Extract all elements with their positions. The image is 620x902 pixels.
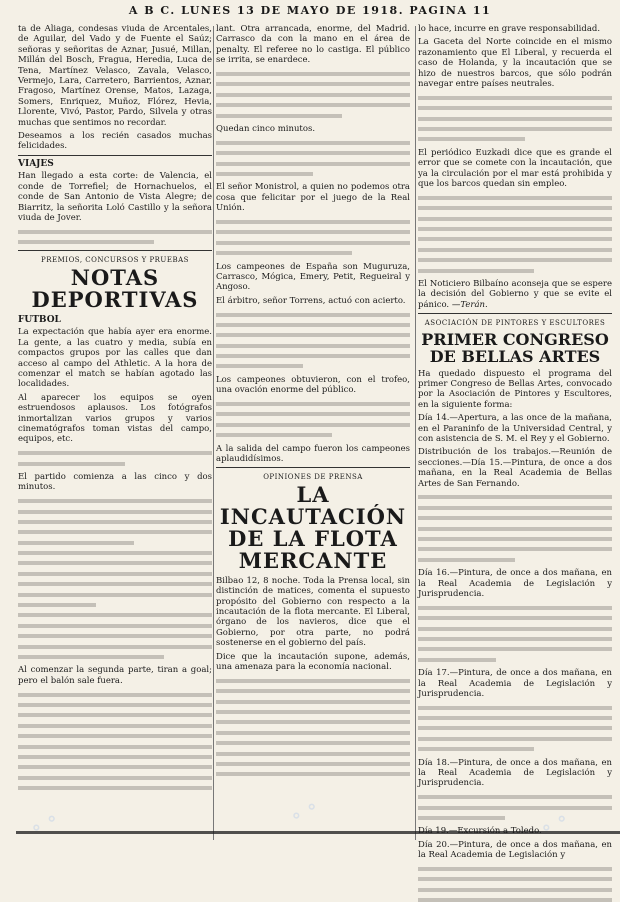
section-kicker: ASOCIACIÓN DE PINTORES Y ESCULTORES <box>424 319 606 328</box>
illegible-text <box>418 706 612 752</box>
article-paragraph: Día 14.—Apertura, a las once de la mañana, en el Paraninfo de la Universidad Central, y con asistencia de S. M. el Rey y el Gobierno. <box>418 413 612 444</box>
article-paragraph: La Gaceta del Norte coincide en el mismo razonamiento que El Liberal, y recuerda el caso de Holanda, y la incautación que se hizo de nuestros barcos, que sólo podrán navegar entre países neutrales. <box>418 37 612 90</box>
section-heading: VIAJES <box>18 158 54 169</box>
article-paragraph: Los campeones de España son Muguruza, Carrasco, Mógica, Emery, Petit, Regueiral y Angoso. <box>216 261 410 293</box>
article-paragraph: El periódico Euzkadi dice que es grande el error que se comete con la incautación, que ya la circulación por el mar está prohibida y que los barcos quedan sin empleo. <box>418 147 612 189</box>
illegible-text <box>216 402 410 437</box>
divider <box>418 313 612 314</box>
article-paragraph: Al aparecer los equipos se oyen estruendosos aplausos. Los fotógrafos inmortalizan varios grupos y varios cinematógrafos toman vistas del campo, equipos, etc. <box>18 392 212 445</box>
article-paragraph: Quedan cinco minutos. <box>216 123 316 134</box>
article-paragraph: El señor Monistrol, a quien no podemos otra cosa que felicitar por el juego de la Real Unión. <box>216 182 410 214</box>
article-paragraph <box>418 279 612 310</box>
illegible-text <box>18 499 212 545</box>
headline: LA INCAUTACIÓN DE LA FLOTA MERCANTE <box>219 481 407 573</box>
article-paragraph: Han llegado a esta corte: de Valencia, el conde de Torrefiel; de Hornachuelos, el conde de San Antonio de Vista Alegre; de Biarritz, la señorita Loló Castillo y la señora viuda de Jover. <box>18 171 212 223</box>
illegible-text <box>216 141 410 176</box>
article-paragraph: Día 17.—Pintura, de once a dos mañana, en la Real Academia de Legislación y Jurisprudencia. <box>418 668 612 699</box>
illegible-text <box>18 230 212 244</box>
illegible-text <box>418 495 612 561</box>
article-paragraph: Día 18.—Pintura, de once a dos mañana, en la Real Academia de Legislación y Jurisprudencia. <box>418 757 612 789</box>
article-paragraph: Dice que la incautación supone, además, una amenaza para la economía nacional. <box>216 651 410 673</box>
article-paragraph: Ha quedado dispuesto el programa del primer Congreso de Bellas Artes, convocado por la Asociación de Pintores y Escultores, en la siguiente forma: <box>418 368 612 410</box>
illegible-text <box>418 867 612 902</box>
headline: NOTAS DEPORTIVAS <box>31 264 199 312</box>
article-paragraph: El partido comienza a las cinco y dos minutos. <box>18 471 212 493</box>
illegible-text <box>216 679 410 777</box>
divider <box>18 155 212 156</box>
illegible-text <box>18 613 212 659</box>
illegible-text <box>418 606 612 662</box>
article-paragraph: Distribución de los trabajos.—Reunión de secciones.—Día 15.—Pintura, de once a dos mañana, en la Real Academia de Bellas Artes de San Fernando. <box>418 447 612 489</box>
watermark-mark: ∘ ∘ <box>25 805 63 842</box>
column-divider <box>415 26 416 840</box>
section-kicker: PREMIOS, CONCURSOS Y PRUEBAS <box>41 256 189 265</box>
illegible-text <box>18 451 212 465</box>
page-header: A B C. LUNES 13 DE MAYO DE 1918. PAGINA 11 <box>128 4 492 17</box>
column-2 <box>216 24 410 844</box>
article-paragraph: Deseamos a los recién casados muchas felicidades. <box>18 131 212 152</box>
illegible-text <box>18 693 212 791</box>
article-paragraph: lant. Otra arrancada, enorme, del Madrid. Carrasco da con la mano en el área de penalty. El referee no lo castiga. El público se irrita, se enardece. <box>216 24 410 66</box>
article-paragraph: Día 20.—Pintura, de once a dos mañana, en la Real Academia de Legislación y <box>418 839 612 861</box>
article-paragraph: Los campeones obtuvieron, con el trofeo, una ovación enorme del público. <box>216 374 410 396</box>
article-paragraph: Día 16.—Pintura, de once a dos mañana, en la Real Academia de Legislación y Jurisprudencia. <box>418 568 612 599</box>
article-paragraph: lo hace, incurre en grave responsabilidad. <box>418 24 601 34</box>
divider <box>18 250 212 251</box>
column-3 <box>418 24 612 861</box>
article-paragraph: A la salida del campo fueron los campeones aplaudidísimos. <box>216 443 410 465</box>
watermark-mark: ∘ ∘ <box>535 805 573 842</box>
section-heading: FUTBOL <box>18 314 61 325</box>
article-paragraph: La expectación que había ayer era enorme. La gente, a las cuatro y media, subía en compactos grupos por las calles que dan acceso al campo del Athletic. A la hora de comenzar el match se habían agotado las localidades. <box>18 327 212 390</box>
article-paragraph: El árbitro, señor Torrens, actuó con acierto. <box>216 295 406 306</box>
illegible-text <box>418 96 612 142</box>
illegible-text <box>216 313 410 369</box>
section-kicker: OPINIONES DE PRENSA <box>263 473 363 482</box>
column-1 <box>18 24 212 844</box>
bottom-rule <box>16 831 620 834</box>
headline: PRIMER CONGRESO DE BELLAS ARTES <box>421 329 609 366</box>
column-divider <box>213 26 214 840</box>
signature: —Terán. <box>451 299 488 310</box>
illegible-text <box>18 551 212 607</box>
article-paragraph: Bilbao 12, 8 noche. Toda la Prensa local, sin distinción de matices, comenta el supuesto propósito del Gobierno con respecto a la incautación de la flota mercante. El Liberal, órgano de los navieros, dice que el Gobierno, por otra parte, no podrá sostenerse en el gobierno del país. <box>216 575 410 649</box>
article-paragraph: Al comenzar la segunda parte, tiran a goal; pero el balón sale fuera. <box>18 665 212 686</box>
illegible-text <box>216 220 410 255</box>
divider <box>216 467 410 468</box>
illegible-text <box>418 196 612 273</box>
watermark-mark: ∘ ∘ <box>285 793 323 830</box>
illegible-text <box>418 795 612 820</box>
paragraph-text: El Noticiero Bilbaíno aconseja que se espere la decisión del Gobierno y que se evite el pánico. <box>418 278 612 310</box>
illegible-text <box>216 72 410 118</box>
article-paragraph: ta de Aliaga, condesas viuda de Arcentales, de Aguilar, del Vado y de Fuente el Saúz; señoras y señoritas de Aznar, Jusué, Millan, Millán del Bosch, Fragua, Heredia, Luca de Tena, Martínez Velasco, Zavala, Velasco, Vermejo, Lara, Carretero, Barrientos, Aznar, Fragoso, Martínez Orense, Matos, Lazaga, Somers, Enriquez, Muñoz, Flórez, Hevia, Llorente, Vivó, Pastor, Pardo, Silvela y otras muchas que sentimos no recordar. <box>18 24 212 128</box>
